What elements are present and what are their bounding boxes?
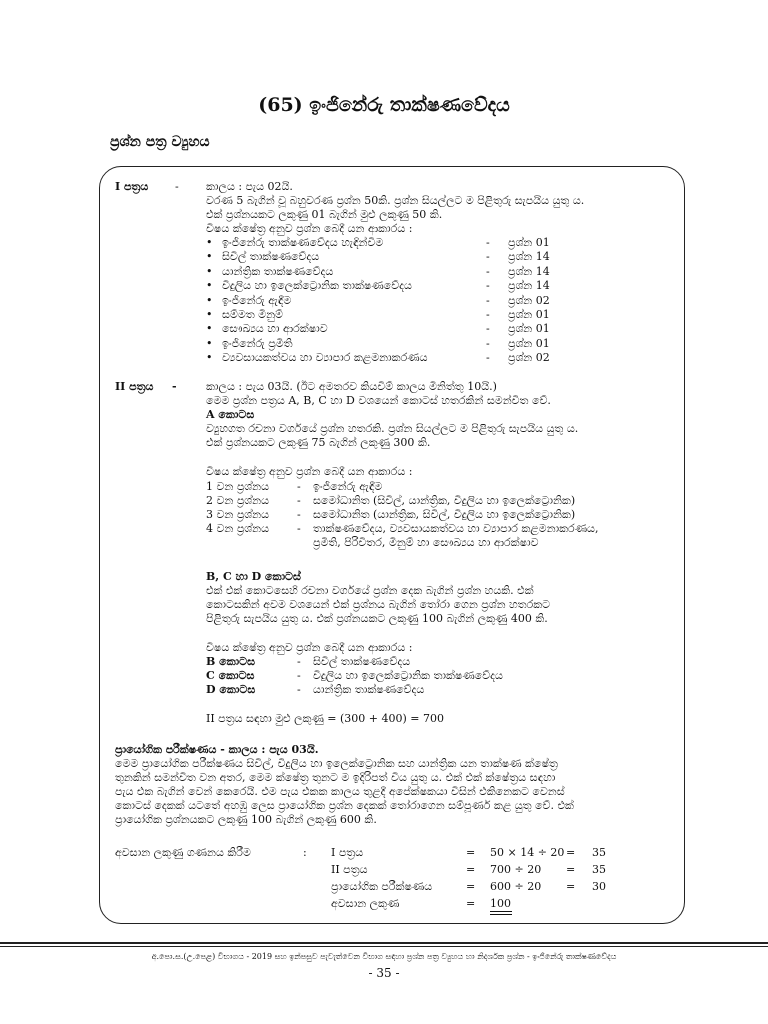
paper1-item-name: සම්මත මිනුම් <box>222 308 283 321</box>
partBCD-part-label: B කොටස <box>206 655 255 668</box>
final-row-equals-2: = <box>566 863 576 876</box>
partA-question-label: 4 වන ප්‍රශ්නය <box>206 522 269 535</box>
paper1-line2: එක් ප්‍රශ්නයකට ලකුණු 01 බැගින් මුළු ලකුණු 50 කි. <box>206 208 443 221</box>
final-row-expression: 600 ÷ 20 <box>490 880 542 893</box>
partBCD-part-label: C කොටස <box>206 669 255 682</box>
paper1-item-dash: - <box>486 351 490 365</box>
partA-question-dash: - <box>297 494 301 507</box>
bullet-icon: • <box>206 250 213 264</box>
paper1-item-name: සෞඛ්‍යය හා ආරක්ෂාව <box>222 322 328 336</box>
paper2-total: II පත්‍රය සඳහා මුළු ලකුණු = (300 + 400) = 700 <box>206 712 444 725</box>
final-row-equals: = <box>466 897 476 910</box>
practical-line3: පැය එක බැගින් වෙන් කෙරෙයි. එම පැය එකක කාලය තුළදී අපේක්ෂකයා විසින් එකිනෙකට වෙනස් <box>115 785 565 798</box>
paper1-item-name: සිවිල් තාක්ෂණවේදය <box>222 250 320 264</box>
partA-question-label: 1 වන ප්‍රශ්නය <box>206 480 269 493</box>
paper1-item-questions: ප්‍රශ්න 02 <box>508 293 550 307</box>
partA-heading: A කොටස <box>206 408 255 421</box>
partA-question-dash: - <box>297 480 301 493</box>
final-colon: : <box>303 846 307 859</box>
practical-line2: තුනකින් සමන්විත වන අතර, මෙම ක්ෂේත්‍ර තුනට ම ඉදිරිපත් විය යුතු ය. එක් එක් ක්ෂේත්‍රය සඳහා <box>115 771 556 784</box>
practical-line4: කොටස් දෙකක් යටතේ අහඹු ලෙස ප්‍රායෝගික ප්‍රශ්න දෙකක් තෝරාගෙන සම්පූර්ණ කළ යුතු වේ. එක් <box>115 799 574 812</box>
paper1-item-questions: ප්‍රශ්න 14 <box>508 250 550 264</box>
partA-question-topic: ඉංජිනේරු ඇඳීම <box>313 480 383 493</box>
partBCD-heading: B, C හා D කොටස් <box>206 570 301 583</box>
paper1-item-dash: - <box>486 236 490 249</box>
final-row-equals: = <box>466 863 476 876</box>
paper1-item-dash: - <box>486 279 490 293</box>
partBCD-part-topic: සිවිල් තාක්ෂණවේදය <box>313 655 411 668</box>
partA-question-dash: - <box>297 522 301 535</box>
paper1-item-name: ව්‍යවසායකත්වය හා ව්‍යාපාර කළමනාකරණය <box>222 351 428 365</box>
footer-rule <box>0 942 768 944</box>
final-row-equals: = <box>466 846 476 859</box>
final-row-equals: = <box>466 880 476 893</box>
paper2-dash: - <box>172 380 177 393</box>
page-number: - 35 - <box>368 966 400 980</box>
bullet-icon: • <box>206 336 213 350</box>
partBCD-part-topic: යාන්ත්‍රික තාක්ෂණවේදය <box>313 683 425 696</box>
partBCD-part-dash: - <box>297 655 301 668</box>
final-row-name: ප්‍රායෝගික පරීක්ෂණය <box>331 880 433 893</box>
paper1-item-name: ඉංජිනේරු තාක්ෂණවේදය හැඳින්වීම <box>222 236 384 249</box>
final-row-name: II පත්‍රය <box>331 863 368 876</box>
paper1-label: I පත්‍රය <box>115 180 149 193</box>
partA-line1: ව්‍යුහගත රචනා වර්ගයේ ප්‍රශ්න හතරකි. ප්‍රශ්න සියල්ලට ම පිළිතුරු සැපයිය යුතු ය. <box>206 422 579 435</box>
partA-question-dash: - <box>297 508 301 521</box>
final-row-name: අවසාන ලකුණ <box>331 897 400 910</box>
paper1-item-dash: - <box>486 293 490 307</box>
final-row-expression: 50 × 14 ÷ 20 <box>490 846 565 859</box>
bullet-icon: • <box>206 279 213 293</box>
paper1-line1: වරණ 5 බැගින් වූ බහුවරණ ප්‍රශ්න 50කි. ප්‍රශ්න සියල්ලට ම පිළිතුරු සැපයිය යුතු ය. <box>206 194 585 207</box>
paper1-item-questions: ප්‍රශ්න 01 <box>508 322 550 336</box>
final-row-name: I පත්‍රය <box>331 846 364 859</box>
partBCD-line3: පිළිතුරු සැපයිය යුතු ය. එක් ප්‍රශ්නයකට ලකුණු 100 බැගින් ලකුණු 400 කි. <box>206 612 548 625</box>
paper1-item-name: යාන්ත්‍රික තාක්ෂණවේදය <box>222 264 334 278</box>
partBCD-part-dash: - <box>297 669 301 682</box>
partA-item4-continued: ප්‍රමිති, පිරිවිතර, මිනුම් හා සෞඛ්‍යය හා ආරක්ෂාව <box>313 536 539 549</box>
bullet-icon: • <box>206 351 213 365</box>
practical-heading: ප්‍රායෝගික පරීක්ෂණය - කාලය : පැය 03යි. <box>115 743 319 756</box>
partBCD-part-dash: - <box>297 683 301 696</box>
paper1-item-questions: ප්‍රශ්න 01 <box>508 308 550 321</box>
bullet-icon: • <box>206 293 213 307</box>
partA-question-label: 3 වන ප්‍රශ්නය <box>206 508 269 521</box>
paper1-item-questions: ප්‍රශ්න 01 <box>508 236 550 249</box>
footer-text: අ.පො.ස.(උ.පෙළ) විභාගය - 2019 සහ ඉන්පසුව පැවැත්වෙන විභාග සඳහා ප්‍රශ්න පත්‍ර ව්‍යුහය හා නිදර්ශක ප්‍රශ්න - ඉංජිනේරු තාක්ෂණවේදය <box>151 952 617 961</box>
practical-line5: ප්‍රායෝගික ප්‍රශ්නයකට ලකුණු 100 බැගින් ලකුණු 600 කි. <box>115 813 377 826</box>
paper1-item-dash: - <box>486 336 490 350</box>
partA-question-label: 2 වන ප්‍රශ්නය <box>206 494 269 507</box>
paper1-item-dash: - <box>486 308 490 321</box>
final-row-value: 35 <box>592 863 606 876</box>
paper1-item-dash: - <box>486 322 490 336</box>
final-row-expression: 100 <box>490 897 511 910</box>
partA-line2: එක් ප්‍රශ්නයකට ලකුණු 75 බැගින් ලකුණු 300 කි. <box>206 436 431 449</box>
paper1-item-name: ඉංජිනේරු ඇඳීම <box>222 293 292 307</box>
partBCD-dist-heading: විෂය ක්ෂේත්‍ර අනුව ප්‍රශ්න බෙදී යන ආකාරය : <box>206 641 413 654</box>
bullet-icon: • <box>206 308 213 321</box>
paper1-dist-heading: විෂය ක්ෂේත්‍ර අනුව ප්‍රශ්න බෙදී යන ආකාරය : <box>206 222 413 235</box>
paper1-item-dash: - <box>486 264 490 278</box>
partBCD-part-label: D කොටස <box>206 683 256 696</box>
bullet-icon: • <box>206 322 213 336</box>
paper1-item-questions: ප්‍රශ්න 02 <box>508 351 550 365</box>
page-title: (65) ඉංජිනේරු තාක්ෂණවේදය <box>258 94 510 116</box>
bullet-icon: • <box>206 236 213 249</box>
practical-line1: මෙම ප්‍රායෝගික පරීක්ෂණය සිවිල්, විදුලිය හා ඉලෙක්ට්‍රොනික සහ යාන්ත්‍රික යන තාක්ෂණ ක්ෂේත්‍ර <box>115 757 558 770</box>
partBCD-line1: එක් එක් කොටසෙහි රචනා වර්ගයේ ප්‍රශ්න දෙක බැගින් ප්‍රශ්න හයකි. එක් <box>206 584 534 597</box>
partBCD-part-topic: විදුලිය හා ඉලෙක්ට්‍රොනික තාක්ෂණවේදය <box>313 669 503 682</box>
final-row-equals-2: = <box>566 846 576 859</box>
partA-question-topic: තාක්ෂණවේදය, ව්‍යවසායකත්වය හා ව්‍යාපාර කළමනාකරණය, <box>313 522 599 535</box>
partA-question-topic: සමෝධානිත (යාන්ත්‍රික, සිවිල්, විදුලිය හා ඉලෙක්ට්‍රොනික) <box>313 508 576 521</box>
bullet-icon: • <box>206 264 213 278</box>
final-underline-1 <box>490 911 512 912</box>
section-subtitle: ප්‍රශ්න පත්‍ර ව්‍යුහය <box>110 134 210 150</box>
final-row-value: 35 <box>592 846 606 859</box>
partA-dist-heading: විෂය ක්ෂේත්‍ර අනුව ප්‍රශ්න බෙදී යන ආකාරය : <box>206 465 413 478</box>
paper1-time: කාලය : පැය 02යි. <box>206 180 293 193</box>
partA-question-topic: සමෝධානිත (සිවිල්, යාන්ත්‍රික, විදුලිය හා ඉලෙක්ට්‍රොනික) <box>313 494 576 507</box>
paper1-item-name: ඉංජිනේරු ප්‍රමිති <box>222 336 293 350</box>
paper1-item-questions: ප්‍රශ්න 01 <box>508 336 550 350</box>
final-underline-2 <box>490 914 512 915</box>
final-row-expression: 700 ÷ 20 <box>490 863 542 876</box>
final-row-value: 30 <box>592 880 606 893</box>
paper2-time: කාලය : පැය 03යි. (ඊට අමතරව කියවීම් කාලය මිනිත්තු 10යි.) <box>206 380 497 393</box>
partBCD-line2: කොටසකින් අවම වශයෙන් එක් ප්‍රශ්නය බැගින් තෝරා ගෙන ප්‍රශ්න හතරකට <box>206 598 551 611</box>
paper2-label: II පත්‍රය <box>115 380 154 393</box>
paper2-intro: මෙම ප්‍රශ්න පත්‍රය A, B, C හා D වශයෙන් කොටස් හතරකින් සමන්විත වේ. <box>206 394 551 407</box>
footer-rule-thin <box>0 946 768 947</box>
paper1-item-dash: - <box>486 250 490 264</box>
paper1-item-name: විදුලිය හා ඉලෙක්ට්‍රොනික තාක්ෂණවේදය <box>222 279 412 293</box>
final-label: අවසාන ලකුණු ගණනය කිරීම <box>115 846 251 859</box>
paper1-item-questions: ප්‍රශ්න 14 <box>508 264 550 278</box>
paper1-dash: - <box>175 180 179 193</box>
paper1-item-questions: ප්‍රශ්න 14 <box>508 279 550 293</box>
final-row-equals-2: = <box>566 880 576 893</box>
